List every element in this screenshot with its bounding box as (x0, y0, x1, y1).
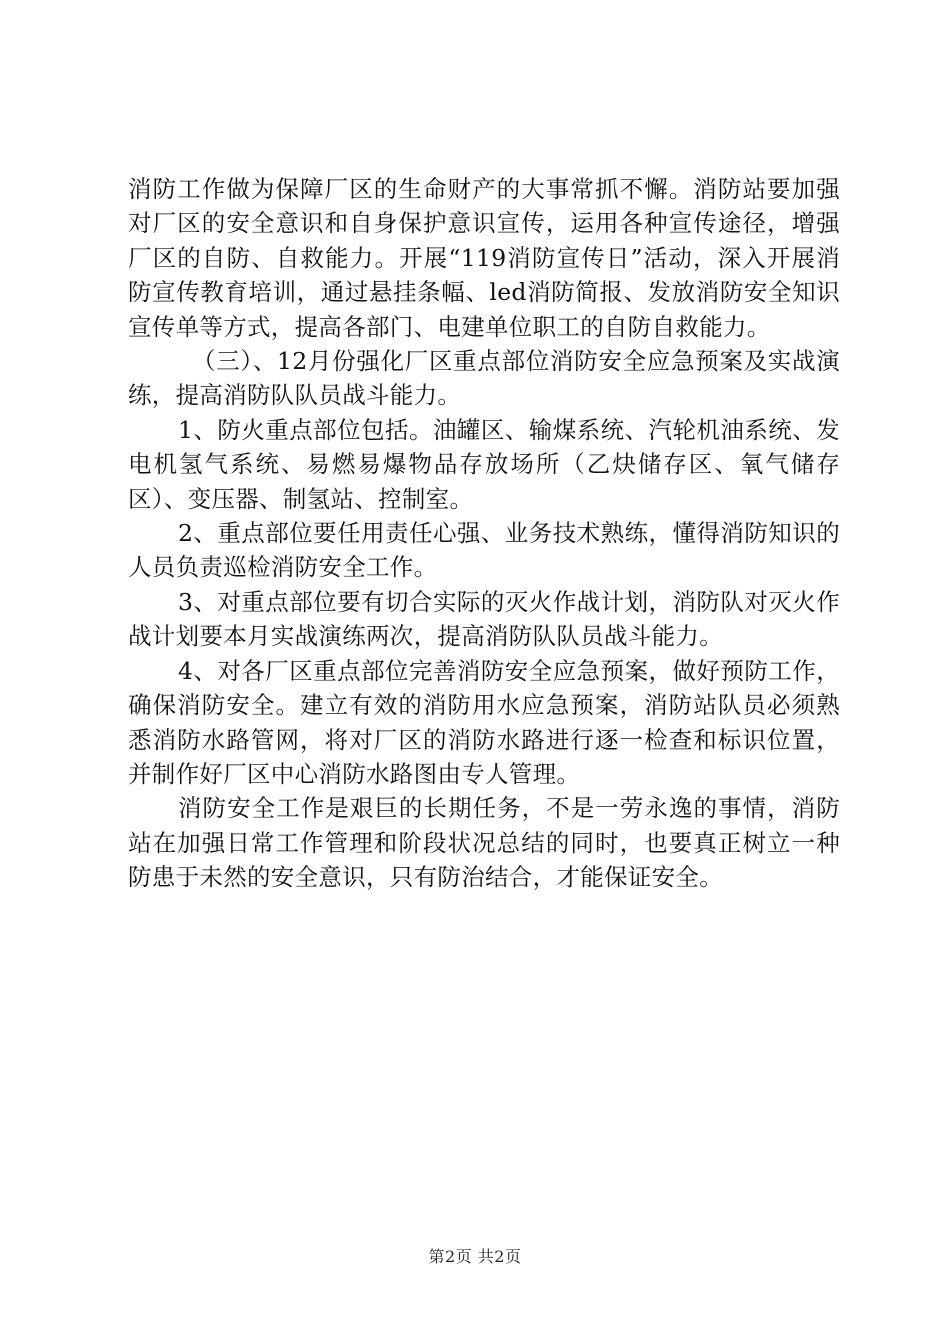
paragraph-item-4: 4、对各厂区重点部位完善消防安全应急预案，做好预防工作，确保消防安全。建立有效的消防用水应急预案，消防站队员必须熟悉消防水路管网，将对厂区的消防水路进行逐一检查和标识位置，并制作好厂区中心消防水路图由专人管理。 (128, 656, 840, 788)
page-number-footer: 第2页 共2页 (428, 1247, 522, 1266)
paragraph-publicity: 消防工作做为保障厂区的生命财产的大事常抓不懈。消防站要加强对厂区的安全意识和自身保护意识宣传，运用各种宣传途径，增强厂区的自防、自救能力。开展“119消防宣传日”活动，深入开展消防宣传教育培训，通过悬挂条幅、led消防简报、发放消防安全知识宣传单等方式，提高各部门、电建单位职工的自防自救能力。 (128, 175, 840, 341)
paragraph-item-2: 2、重点部位要任用责任心强、业务技术熟练，懂得消防知识的人员负责巡检消防安全工作。 (128, 519, 840, 582)
paragraph-item-3: 3、对重点部位要有切合实际的灭火作战计划，消防队对灭火作战计划要本月实战演练两次，提高消防队队员战斗能力。 (128, 587, 840, 651)
document-body (128, 172, 840, 895)
paragraph-conclusion: 消防安全工作是艰巨的长期任务，不是一劳永逸的事情，消防站在加强日常工作管理和阶段状况总结的同时，也要真正树立一种防患于未然的安全意识，只有防治结合，才能保证安全。 (128, 794, 840, 892)
paragraph-section-three-heading: （三）、12月份强化厂区重点部位消防安全应急预案及实战演练，提高消防队队员战斗能力。 (128, 347, 840, 410)
paragraph-item-1: 1、防火重点部位包括。油罐区、输煤系统、汽轮机油系统、发电机氢气系统、易燃易爆物品存放场所（乙炔储存区、氧气储存区）、变压器、制氢站、控制室。 (128, 415, 840, 513)
